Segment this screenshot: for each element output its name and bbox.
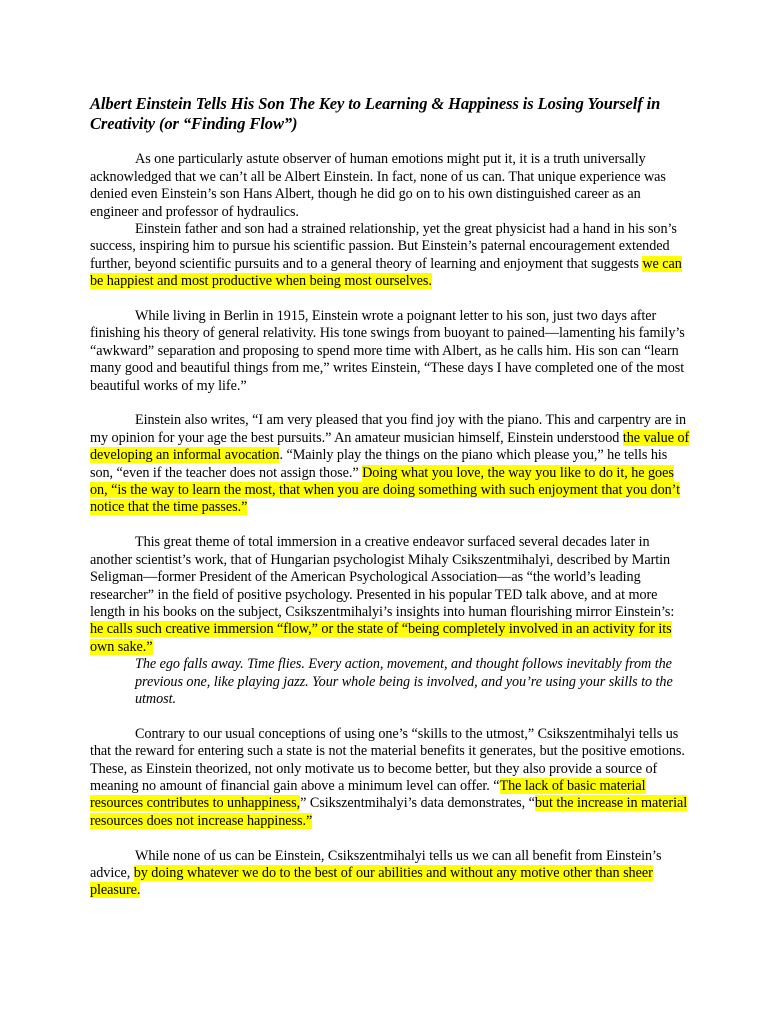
- paragraph-4-text-b: . “Mainly play the things on the piano which please you,” he tells his son, “even if the teacher does not assign those.”: [90, 447, 668, 481]
- paragraph-5-text: This great theme of total immersion in a creative endeavor surfaced several decades later in another scientist’s work, that of Hungarian psychologist Mihaly Csikszentmihalyi, described by Martin Seligman—former President of the American Psychological Association—as “the world’s leading researcher” in the field of positive psychology. Presented in his popular TED talk above, and at more length in his books on the subject, Csikszentmihalyi’s insights into human flourishing mirror Einstein’s:: [90, 534, 675, 620]
- block-quote: The ego falls away. Time flies. Every action, movement, and thought follows inevitably from the previous one, like playing jazz. Your whole being is involved, and you’re using your skills to the utmost.: [135, 656, 673, 707]
- highlight-6: but the increase in material resources does not increase happiness.”: [90, 795, 688, 829]
- highlight-1: we can be happiest and most productive when being most ourselves.: [90, 255, 682, 290]
- paragraph-7: [90, 848, 690, 900]
- paragraph-4: [90, 412, 690, 516]
- document-page: [90, 94, 690, 900]
- paragraph-5: [90, 534, 690, 656]
- highlight-3: Doing what you love, the way you like to do it, he goes on, “is the way to learn the most, that when you are doing something with such enjoyment that you don’t notice that the time passes.”: [90, 464, 680, 516]
- paragraph-4-text-a: Einstein also writes, “I am very pleased that you find joy with the piano. This and carpentry are in my opinion for your age the best pursuits.” An amateur musician himself, Einstein understood: [90, 412, 687, 446]
- highlight-4: he calls such creative immersion “flow,” or the state of “being completely involved in an activity for its own sake.”: [90, 621, 672, 655]
- spacer: [90, 708, 690, 725]
- paragraph-2: [90, 221, 690, 291]
- highlight-2: the value of developing an informal avocation: [90, 429, 690, 464]
- paragraph-6: [90, 726, 690, 830]
- article-title: Albert Einstein Tells His Son The Key to Learning & Happiness is Losing Yourself in Creativity (or “Finding Flow”): [90, 94, 661, 133]
- paragraph-6-text-b: ” Csikszentmihalyi’s data demonstrates, “: [300, 795, 535, 812]
- spacer: [90, 517, 690, 534]
- highlight-5: The lack of basic material resources contributes to unhappiness,: [90, 777, 646, 812]
- paragraph-1: As one particularly astute observer of human emotions might put it, it is a truth universally acknowledged that we can’t all be Albert Einstein. In fact, none of us can. That unique experience was denied even Einstein’s son Hans Albert, though he did go on to his own distinguished career as an engineer and professor of hydraulics.: [90, 151, 666, 220]
- spacer: [90, 395, 690, 412]
- spacer: [90, 134, 690, 151]
- spacer: [90, 830, 690, 847]
- paragraph-6-text-a: Contrary to our usual conceptions of using one’s “skills to the utmost,” Csikszentmihalyi tells us that the reward for entering such a state is not the material benefits it generates, but the positive emotions. These, as Einstein theorized, not only motivate us to become better, but they also provide a source of meaning no amount of financial gain above a minimum level can offer. “: [90, 725, 685, 794]
- paragraph-7-text: While none of us can be Einstein, Csikszentmihalyi tells us we can all benefit from Einstein’s advice,: [90, 847, 662, 881]
- highlight-7: by doing whatever we do to the best of our abilities and without any motive other than sheer pleasure.: [90, 864, 653, 899]
- paragraph-3: While living in Berlin in 1915, Einstein wrote a poignant letter to his son, just two days after finishing his theory of general relativity. His tone swings from buoyant to pained—lamenting his family’s “awkward” separation and proposing to spend more time with Albert, as he calls him. His son can “learn many good and beautiful things from me,” writes Einstein, “These days I have completed one of the most beautiful works of my life.”: [90, 308, 685, 394]
- paragraph-2-text: Einstein father and son had a strained relationship, yet the great physicist had a hand in his son’s success, inspiring him to pursue his scientific passion. But Einstein’s paternal encouragement extended further, beyond scientific pursuits and to a general theory of learning and enjoyment that suggests: [90, 221, 677, 272]
- spacer: [90, 291, 690, 308]
